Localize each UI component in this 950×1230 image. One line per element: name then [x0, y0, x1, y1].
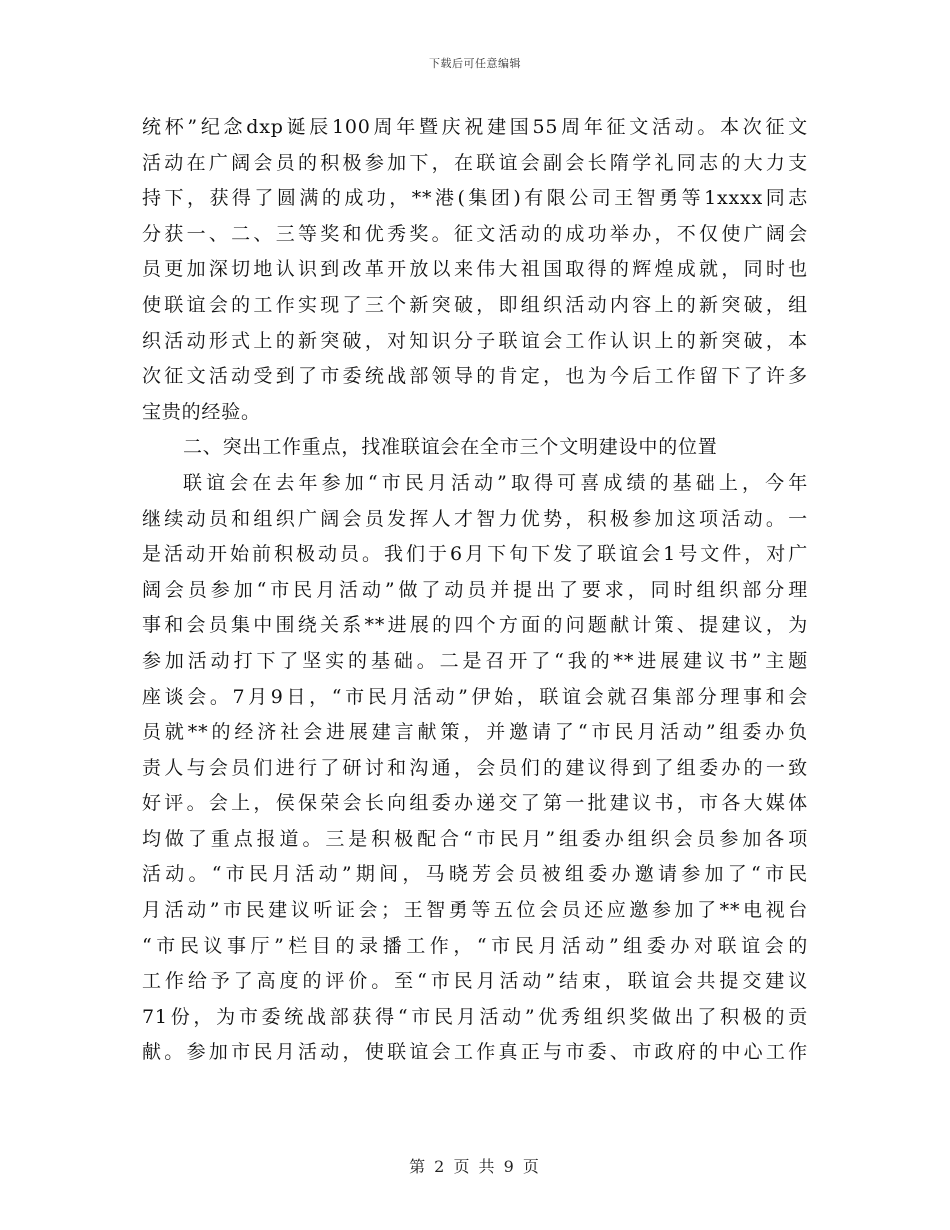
text-line: 均做了重点报道。三是积极配合“市民月”组委办组织会员参加各项: [142, 827, 808, 850]
text-line: 座谈会。7月9日，“市民月活动”伊始，联谊会就召集部分理事和会: [142, 685, 808, 708]
text-line: 次征文活动受到了市委统战部领导的肯定，也为今后工作留下了许多: [142, 365, 808, 388]
text-line: 是活动开始前积极动员。我们于6月下旬下发了联谊会1号文件，对广: [142, 543, 808, 566]
text-line: 分获一、二、三等奖和优秀奖。征文活动的成功举办，不仅使广阔会: [142, 222, 808, 245]
text-line: 继续动员和组织广阔会员发挥人才智力优势，积极参加这项活动。一: [142, 507, 808, 530]
text-line: 员更加深切地认识到改革开放以来伟大祖国取得的辉煌成就，同时也: [142, 258, 808, 281]
text-line: 责人与会员们进行了研讨和沟通，会员们的建议得到了组委办的一致: [142, 756, 808, 779]
page-number-footer: 第 2 页 共 9 页: [409, 1157, 541, 1176]
text-line: 织活动形式上的新突破，对知识分子联谊会工作认识上的新突破，本: [142, 329, 808, 352]
text-line: 献。参加市民月活动，使联谊会工作真正与市委、市政府的中心工作: [142, 1041, 808, 1064]
text-line: 活动。“市民月活动”期间，马晓芳会员被组委办邀请参加了“市民: [142, 863, 808, 886]
text-line: 参加活动打下了坚实的基础。二是召开了“我的**进展建议书”主题: [142, 649, 808, 672]
text-line: 员就**的经济社会进展建言献策，并邀请了“市民月活动”组委办负: [142, 721, 808, 744]
text-line: 工作给予了高度的评价。至“市民月活动”结束，联谊会共提交建议: [142, 970, 808, 993]
text-line: 事和会员集中围绕关系**进展的四个方面的问题献计策、提建议，为: [142, 614, 808, 637]
text-line: 月活动”市民建议听证会；王智勇等五位会员还应邀参加了**电视台: [142, 899, 808, 922]
page-header: 下载后可任意编辑: [429, 57, 521, 70]
document-body: [142, 110, 808, 1071]
text-line: 统杯”纪念dxp诞辰100周年暨庆祝建国55周年征文活动。本次征文: [142, 116, 808, 138]
text-line: “市民议事厅”栏目的录播工作，“市民月活动”组委办对联谊会的: [142, 934, 808, 957]
text-line: 活动在广阔会员的积极参加下，在联谊会副会长隋学礼同志的大力支: [142, 151, 808, 174]
text-line: 使联谊会的工作实现了三个新突破，即组织活动内容上的新突破，组: [142, 293, 808, 316]
paragraph-1: [142, 110, 808, 430]
text-line: 好评。会上，侯保荣会长向组委办递交了第一批建议书，市各大媒体: [142, 792, 808, 815]
text-line: 宝贵的经验。: [142, 400, 261, 423]
heading-line: 二、突出工作重点，找准联谊会在全市三个文明建设中的位置: [183, 436, 718, 459]
text-line: 71份，为市委统战部获得“市民月活动”优秀组织奖做出了积极的贡: [142, 1005, 808, 1028]
section-heading: [142, 430, 808, 466]
text-line: 联谊会在去年参加“市民月活动”取得可喜成绩的基础上，今年: [183, 471, 808, 494]
text-line: 阔会员参加“市民月活动”做了动员并提出了要求，同时组织部分理: [142, 578, 808, 601]
paragraph-2: [142, 466, 808, 1071]
text-line: 持下，获得了圆满的成功，**港(集团)有限公司王智勇等1xxxx同志: [142, 187, 808, 210]
